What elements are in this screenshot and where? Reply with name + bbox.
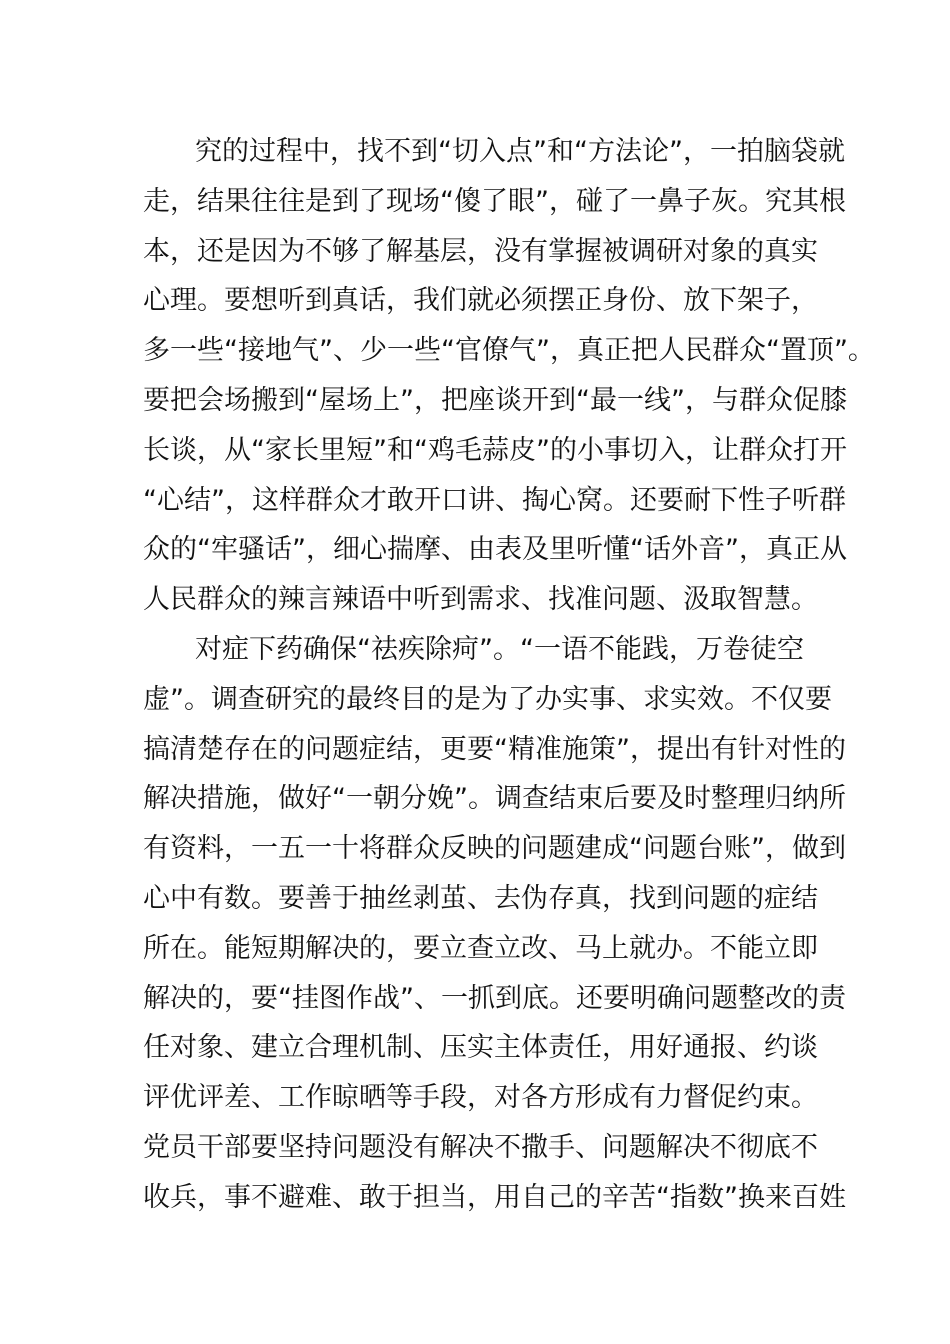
text-line: 多一些“接地气”、少一些“官僚气”，真正把人民群众“置顶”。 (143, 335, 875, 367)
text-line: 有资料，一五一十将群众反映的问题建成“问题台账”，做到 (143, 833, 846, 865)
text-line: 任对象、建立合理机制、压实主体责任，用好通报、约谈 (143, 1032, 818, 1064)
text-line: 心中有数。要善于抽丝剥茧、去伪存真，找到问题的症结 (143, 882, 818, 914)
text-line: 走，结果往往是到了现场“傻了眼”，碰了一鼻子灰。究其根 (143, 185, 846, 217)
text-line: 究的过程中，找不到“切入点”和“方法论”，一拍脑袋就 (195, 136, 845, 167)
text-line: “心结”，这样群众才敢开口讲、掏心窝。还要耐下性子听群 (143, 484, 846, 516)
text-line: 要把会场搬到“屋场上”，把座谈开到“最一线”，与群众促膝 (143, 384, 847, 416)
text-line: 虚”。调查研究的最终目的是为了办实事、求实效。不仅要 (143, 683, 832, 715)
text-line: 解决的，要“挂图作战”、一抓到底。还要明确问题整改的责 (143, 982, 846, 1014)
section-heading-line: 对症下药确保“祛疾除疴”。“一语不能践，万卷徒空 (195, 633, 804, 665)
text-line: 人民群众的辣言辣语中听到需求、找准问题、汲取智慧。 (143, 584, 818, 616)
text-line: 搞清楚存在的问题症结，更要“精准施策”，提出有针对性的 (143, 733, 846, 765)
text-line: 众的“牢骚话”，细心揣摩、由表及里听懂“话外音”，真正从 (143, 534, 847, 566)
text-line: 评优评差、工作晾晒等手段，对各方形成有力督促约束。 (143, 1082, 818, 1114)
text-line: 所在。能短期解决的，要立查立改、马上就办。不能立即 (143, 932, 818, 964)
text-line: 党员干部要坚持问题没有解决不撒手、问题解决不彻底不 (143, 1131, 818, 1163)
text-line: 收兵，事不避难、敢于担当，用自己的辛苦“指数”换来百姓 (143, 1181, 846, 1213)
text-line: 本，还是因为不够了解基层，没有掌握被调研对象的真实 (143, 235, 818, 267)
text-line: 解决措施，做好“一朝分娩”。调查结束后要及时整理归纳所 (143, 783, 846, 815)
body-text (143, 127, 875, 1223)
text-line: 心理。要想听到真话，我们就必须摆正身份、放下架子， (143, 285, 818, 317)
text-line: 长谈，从“家长里短”和“鸡毛蒜皮”的小事切入，让群众打开 (143, 434, 847, 466)
